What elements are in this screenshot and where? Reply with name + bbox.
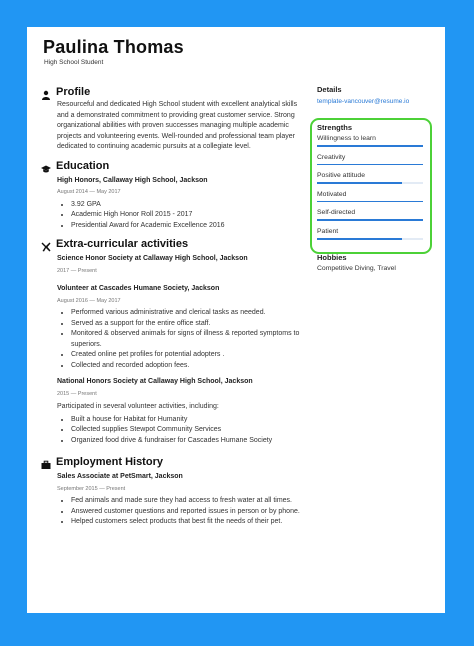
entry-title: Volunteer at Cascades Humane Society, Jackson [57, 285, 220, 292]
strength-level-bar [317, 164, 423, 166]
details-panel [317, 85, 437, 105]
entry-date: August 2014 — May 2017 [57, 189, 121, 195]
briefcase-icon [41, 457, 51, 467]
bullet-list [57, 415, 303, 447]
strengths-heading-wrap [317, 123, 423, 132]
entry-date: 2017 — Present [57, 267, 97, 274]
list-item: • Presidential Award for Academic Excellence 2016 [71, 221, 303, 232]
hobbies-heading: Hobbies [317, 253, 347, 262]
list-item: • Built a house for Habitat for Humanity [71, 415, 303, 426]
activity-entry [57, 377, 303, 446]
strength-level-bar [317, 219, 423, 221]
hobbies-text: Competitive Diving, Travel [317, 265, 396, 272]
list-item: • Helped customers select products that best fit the needs of their pet. [71, 517, 303, 528]
entry-title: Science Honor Society at Callaway High School, Jackson [57, 255, 248, 262]
strength-level-fill [317, 238, 402, 240]
activity-entry [57, 254, 303, 276]
person-icon [41, 87, 51, 97]
section-title: Extra-curricular activities [56, 238, 189, 250]
entry-title: National Honors Society at Callaway High School, Jackson [57, 378, 253, 385]
section-header [41, 455, 303, 469]
section-header [41, 237, 303, 251]
section-header [41, 159, 303, 173]
strength-level-bar [317, 238, 423, 240]
list-item: • Monitored & observed animals for signs of illness & reported symptoms to superiors. [71, 329, 303, 350]
strength-level-fill [317, 164, 423, 166]
strength-label: Patient [317, 228, 339, 235]
strength-label: Motivated [317, 190, 347, 198]
activity-entry [57, 284, 303, 371]
strength-item [317, 209, 423, 221]
strength-label: Willingness to learn [317, 135, 376, 142]
entry-date: September 2015 — Present [57, 485, 126, 492]
list-item: • Fed animals and made sure they had access to fresh water at all times. [71, 496, 303, 507]
list-item: • Performed various administrative and clerical tasks as needed. [71, 308, 303, 319]
details-heading: Details [317, 85, 342, 94]
list-item: • Created online pet profiles for potential adopters . [71, 350, 303, 361]
list-item: • Collected supplies Stewpot Community Services [71, 425, 303, 436]
strength-level-fill [317, 145, 423, 147]
section-title: Education [56, 159, 110, 172]
entry-title: High Honors, Callaway High School, Jackson [57, 176, 208, 184]
section-title: Employment History [56, 456, 163, 468]
candidate-title: High School Student [44, 59, 104, 66]
list-item: • Academic High Honor Roll 2015 - 2017 [71, 210, 303, 221]
strength-level-fill [317, 219, 423, 221]
strength-level-bar [317, 182, 423, 184]
strength-level-bar [317, 201, 423, 203]
strength-label: Positive attitude [317, 172, 365, 180]
strength-item [317, 135, 423, 147]
education-entry [57, 176, 303, 232]
candidate-name: Paulina Thomas [43, 37, 184, 57]
resume-page [27, 27, 445, 613]
employment-section [41, 455, 303, 528]
entry-title: Sales Associate at PetSmart, Jackson [57, 473, 183, 480]
profile-section [41, 85, 303, 153]
strength-level-bar [317, 145, 423, 147]
list-item: • Served as a support for the entire office staff. [71, 319, 303, 330]
entry-date: August 2016 — May 2017 [57, 297, 121, 304]
bullet-list [57, 308, 303, 371]
main-column [41, 85, 303, 534]
strength-level-fill [317, 182, 402, 184]
strength-item [317, 191, 423, 203]
list-item: • Answered customer questions and reported issues in person or by phone. [71, 507, 303, 518]
section-title: Profile [56, 86, 91, 98]
list-item: • Organized food drive & fundraiser for Cascades Humane Society [71, 436, 303, 447]
profile-summary: Resourceful and dedicated High School student with excellent analytical skills and a demonstrated commitment to providing great customer service. Strong organizational abilities with proven successes managing multiple academic projects and volunteering events. Well-rounded and professional team player dedicated to continuing academic pursuits at a collegiate level. [57, 101, 298, 150]
strength-item [317, 228, 423, 240]
education-section [41, 159, 303, 232]
activities-section [41, 237, 303, 446]
strength-label: Creativity [317, 153, 346, 161]
entry-date: 2015 — Present [57, 390, 97, 397]
flag-icon [41, 239, 51, 249]
graduation-cap-icon [41, 161, 51, 171]
employment-entry [57, 472, 303, 528]
strength-label: Self-directed [317, 209, 356, 217]
strengths-heading: Strengths [317, 123, 353, 132]
bullet-list [57, 496, 303, 528]
hobbies-section [317, 253, 423, 272]
entry-description: Participated in several volunteer activities, including: [57, 403, 219, 410]
strength-level-fill [317, 201, 423, 203]
strength-item [317, 154, 423, 166]
section-header [41, 85, 303, 99]
bullet-list [57, 200, 303, 232]
email-link[interactable]: template-vancouver@resume.io [317, 98, 410, 105]
list-item: • Collected and recorded adoption fees. [71, 361, 303, 372]
strength-item [317, 172, 423, 184]
list-item: • 3.92 GPA [71, 200, 303, 211]
